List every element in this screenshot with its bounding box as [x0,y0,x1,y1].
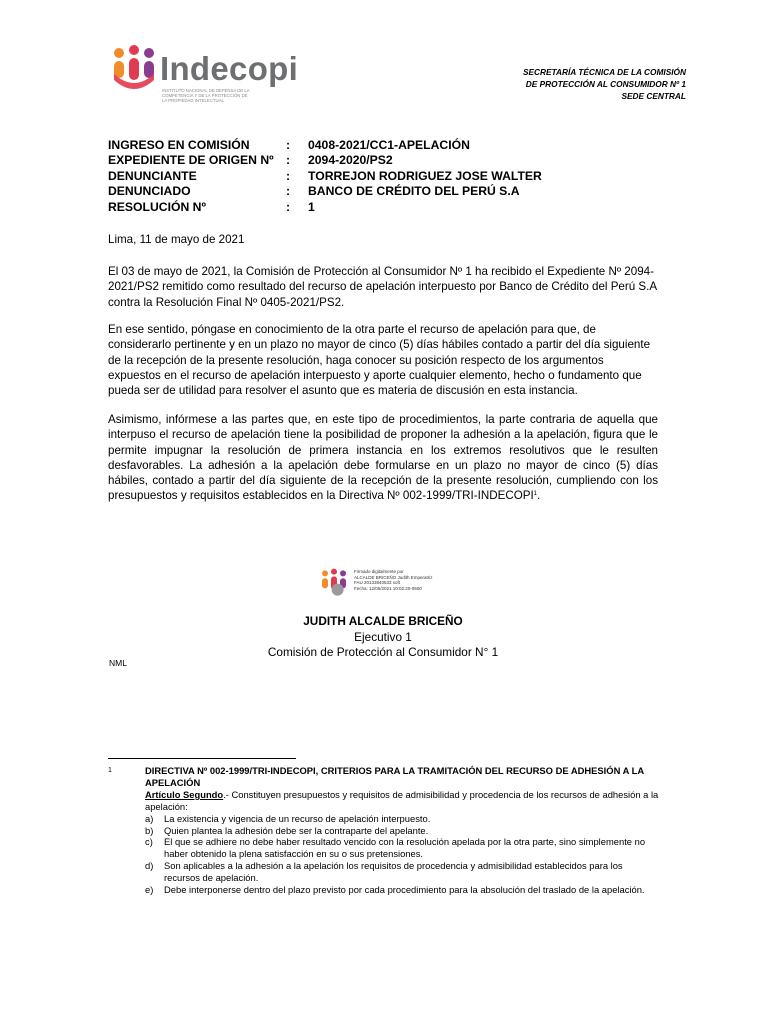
signer-name: JUDITH ALCALDE BRICEÑO [303,614,463,628]
case-info-colon: : [286,168,291,183]
office-line: SEDE CENTRAL [621,91,686,101]
logo-wordmark: Indecopi [160,50,299,87]
footnote-list-item [145,884,660,896]
list-text: El que se adhiere no debe haber resultado vencido con la resolución apelada por la otra parte, sino simplemente no haber obtenido la plena satisfacción en su o sus pretensiones. [164,836,646,860]
footnote-divider [108,758,296,759]
list-text: Debe interponerse dentro del plazo previsto por cada procedimiento para la absolución del traslado de la apelación. [164,884,645,896]
signer-role: Ejecutivo 1 [354,629,412,644]
body-paragraph-2: En ese sentido, póngase en conocimiento de la otra parte el recurso de apelación para que, de considerarlo pertinente y en un plazo no mayor de cinco (5) días hábiles contado a partir del día siguiente de la recepción de la presente resolución, haga conocer su posición respecto de los argumentos expuestos en el recurso de apelación interpuesto y aporte cualquier elemento, hecho o fundamento que pueda ser de utilidad para resolver el asunto que es materia de discusión en esta instancia. [108,323,651,398]
stamp-line: Fecha: 12/05/2021 10:02:20-0500 [354,585,422,591]
case-info-row [108,200,542,215]
paragraph-3-end: . [537,489,541,503]
signature-stamp-text [354,569,433,591]
case-info-label: EXPEDIENTE DE ORIGEN Nº [108,153,274,168]
stamp-line: FAU 20133840533 soft [354,580,401,586]
footnote-ref[interactable]: 1 [533,491,538,498]
case-info-value: 2094-2020/PS2 [308,153,393,168]
case-info-label: INGRESO EN COMISIÓN [108,138,250,152]
case-info-colon: : [286,199,291,214]
indecopi-logo [110,44,299,120]
footnote-article-text: .- Constituyen presupuestos y requisitos de admisibilidad y procedencia de los recursos de adhesión a la apelación: [145,788,659,812]
signer-block [108,614,658,661]
case-info-row [108,184,542,199]
case-info-colon: : [286,153,291,168]
date-line: Lima, 11 de mayo de 2021 [108,233,245,246]
case-info-row [108,153,542,168]
signature-logo-icon [316,568,352,598]
footnote-article-title: Artículo Segundo [145,788,224,800]
list-letter: a) [145,812,154,824]
signer-commission: Comisión de Protección al Consumidor N° 1 [267,645,499,659]
list-letter: d) [145,860,154,872]
list-text: La existencia y vigencia de un recurso de apelación interpuesto. [164,812,431,824]
body-paragraph-3 [108,412,658,504]
list-letter: b) [145,824,154,836]
list-text: Son aplicables a la adhesión a la apelación los requisitos de procedencia y admisibilidad establecidos para los recursos de apelación. [164,860,623,884]
list-text: Quien plantea la adhesión debe ser la contraparte del apelante. [164,824,429,836]
case-info-value: 0408-2021/CC1-APELACIÓN [308,138,470,152]
logo-subtitle: INSTITUTO NACIONAL DE DEFENSA DE LA COMPETENCIA Y DE LA PROTECCIÓN DE LA PROPIEDAD INTELECTUAL [162,88,250,104]
case-info-row [108,169,542,184]
footnote [108,765,660,896]
case-info-label: DENUNCIANTE [108,168,197,183]
stamp-line: ALCALDE BRICEÑO Judith Emperatriz [354,574,433,580]
list-letter: e) [145,884,154,896]
footnote-list-item [145,836,660,860]
case-info-table [108,138,542,215]
case-info-row [108,138,542,153]
footnote-title: DIRECTIVA Nº 002-1999/TRI-INDECOPI, CRITERIOS PARA LA TRAMITACIÓN DEL RECURSO DE ADHESIÓN A LA APELACIÓN [145,765,644,788]
list-letter: c) [145,836,153,848]
office-line: SECRETARÍA TÉCNICA DE LA COMISIÓN [522,67,686,77]
office-line: DE PROTECCIÓN AL CONSUMIDOR Nº 1 [525,79,686,89]
case-info-value: BANCO DE CRÉDITO DEL PERÚ S.A [308,184,520,199]
case-info-colon: : [286,138,291,152]
digital-signature-stamp [314,566,454,600]
footnote-article [145,789,660,813]
office-header [523,66,686,102]
indecopi-logo-icon [110,44,158,94]
case-info-colon: : [286,184,291,199]
case-info-value: TORREJON RODRIGUEZ JOSE WALTER [308,168,542,183]
case-info-value: 1 [308,199,315,214]
case-info-label: RESOLUCIÓN Nº [108,199,206,214]
footnote-number: 1 [108,767,112,774]
case-info-label: DENUNCIADO [108,184,191,199]
footnote-list-item [145,860,660,884]
body-paragraph-1: El 03 de mayo de 2021, la Comisión de Protección al Consumidor Nº 1 ha recibido el Expediente Nº 2094-2021/PS2 remitido como resultado del recurso de apelación interpuesto por Banco de Crédito del Perú S.A contra la Resolución Final Nº 0405-2021/PS2. [108,265,657,309]
footnote-list-item [145,813,660,825]
initials: NML [109,658,127,668]
stamp-line: Firmado digitalmente por [354,569,404,574]
footnote-list-item [145,825,660,837]
paragraph-3-text: Asimismo, infórmese a las partes que, en este tipo de procedimientos, la parte contraria de aquella que interpuso el recurso de apelación tiene la posibilidad de proponer la adhesión a la apelación, figura que le permite impugnar la resolución de primera instancia en los extremos resolutivos que le resulten desfavorables. La adhesión a la apelación debe formularse en un plazo no mayor de cinco (5) días hábiles, contado a partir del día siguiente de la recepción de la presente resolución, cumpliendo con los presupuestos y requisitos establecidos en la Directiva Nº 002-1999/TRI-INDECOPI [108,413,658,503]
